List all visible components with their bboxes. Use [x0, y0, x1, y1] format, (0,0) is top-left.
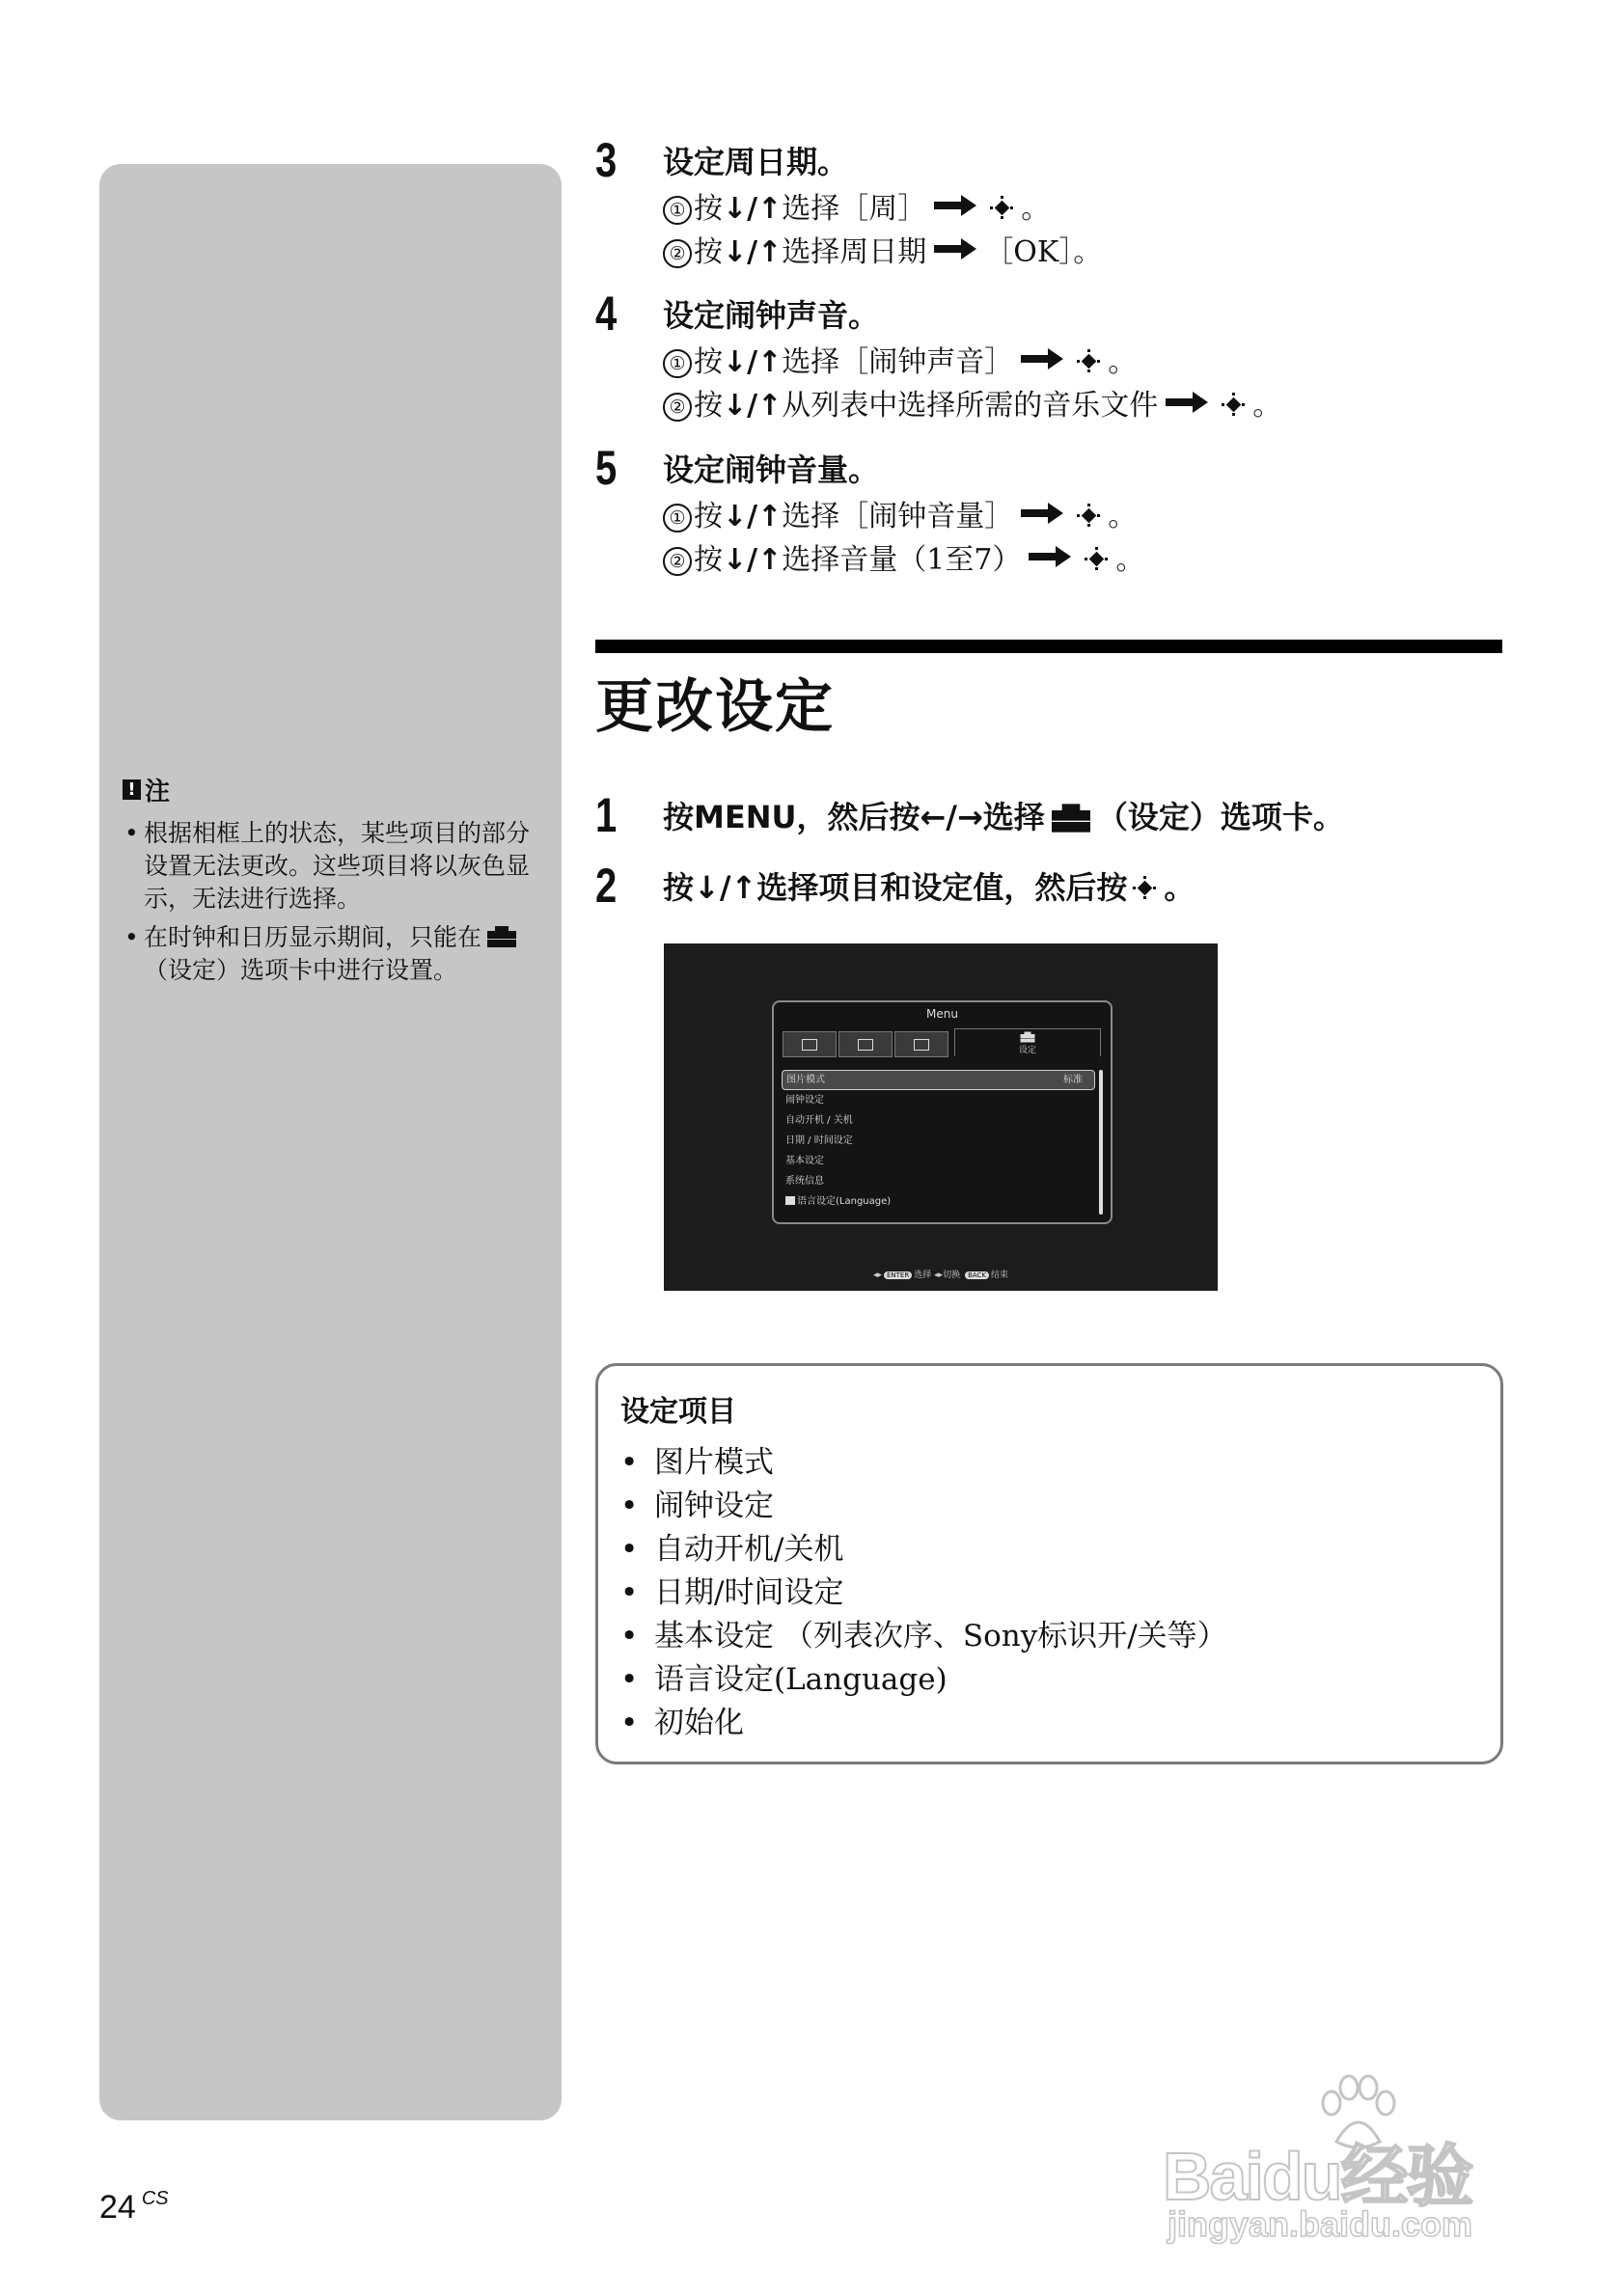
substep: ② 按↓/↑选择周日期 ［OK］。: [663, 228, 1102, 270]
step-title: 设定周日期。: [663, 144, 849, 180]
right-arrow-icon: [1021, 348, 1063, 369]
down-up-arrow-icon: ↓/↑: [694, 869, 757, 906]
edit-icon: [914, 1039, 929, 1051]
list-item: • 图片模式: [620, 1445, 774, 1480]
left-right-arrow-icon: ←/→: [920, 799, 983, 835]
substep: ① 按↓/↑选择［闹钟音量］ 。: [663, 492, 1137, 534]
note-heading: ! 注: [123, 772, 547, 807]
sidebar-panel: [99, 164, 562, 2120]
enter-button-icon: [1075, 502, 1104, 531]
menu-list: [782, 1070, 1095, 1212]
list-item: • 自动开机/关机: [620, 1532, 844, 1567]
list-item: • 语言设定(Language): [620, 1662, 948, 1697]
menu-window: [772, 1000, 1113, 1224]
list-item: • 基本设定 （列表次序、Sony标识开/关等）: [620, 1619, 1227, 1654]
menu-screenshot: [664, 943, 1218, 1291]
settings-list: [620, 1441, 1227, 1745]
menu-item-value: 标准: [1063, 1075, 1083, 1085]
right-arrow-icon: [1029, 546, 1071, 567]
step-title: 设定闹钟声音。: [663, 297, 880, 334]
substep: ① 按↓/↑选择［周］ 。: [663, 184, 1050, 227]
list-item: • 日期/时间设定: [620, 1575, 844, 1610]
tab-edit[interactable]: [894, 1031, 948, 1057]
substep: ① 按↓/↑选择［闹钟声音］ 。: [663, 338, 1137, 380]
section-rule: [595, 640, 1502, 653]
right-arrow-icon: [934, 195, 976, 216]
note-item-2: • 在时钟和日历显示期间，只能在（设定）选项卡中进行设置。: [123, 921, 547, 987]
page-number: 24 $^{CS}$: [99, 2188, 169, 2226]
language-icon: [785, 1196, 795, 1205]
dpad-icon: ◂▸: [872, 1271, 882, 1280]
baidu-watermark: Baidu经验 jingyan.baidu.com: [1163, 2074, 1529, 2257]
right-arrow-icon: [1166, 392, 1208, 413]
settings-tab-icon: [1049, 803, 1093, 834]
menu-tabs: [783, 1028, 1101, 1055]
enter-button-icon: [1220, 391, 1249, 420]
dpad-icon: ◂▸: [934, 1271, 944, 1280]
slideshow-icon: [802, 1039, 817, 1051]
down-up-arrow-icon: ↓/↑: [723, 192, 783, 226]
substep: ② 按↓/↑从列表中选择所需的音乐文件 。: [663, 381, 1281, 424]
enter-button-icon: [1075, 347, 1104, 376]
tab-settings[interactable]: 设定: [954, 1028, 1101, 1056]
menu-item-system-info[interactable]: 系统信息: [785, 1176, 824, 1187]
menu-item-picture-mode[interactable]: 图片模式 标准: [782, 1070, 1095, 1090]
note-list: [123, 817, 547, 987]
menu-item-auto-power[interactable]: 自动开机 / 关机: [785, 1115, 853, 1126]
right-arrow-icon: [934, 238, 976, 260]
caution-icon: !: [123, 779, 141, 800]
menu-item-basic[interactable]: 基本设定: [785, 1156, 824, 1166]
menu-scrollbar[interactable]: [1099, 1070, 1103, 1215]
settings-tab-icon: [1019, 1031, 1036, 1043]
note-block: [123, 772, 547, 993]
enter-button-icon: [1083, 545, 1112, 574]
menu-title: Menu: [926, 1007, 958, 1021]
list-item: • 初始化: [620, 1706, 744, 1740]
enter-button-icon: [1131, 874, 1160, 903]
step-title: 设定闹钟音量。: [663, 451, 880, 488]
section-title: 更改设定: [595, 673, 835, 741]
enter-button-icon: [988, 194, 1017, 223]
play-icon: [858, 1039, 873, 1051]
screen-footer: ◂▸ ENTER 选择 ◂▸切换 BACK 结束: [872, 1271, 1009, 1280]
menu-item-date-time[interactable]: 日期 / 时间设定: [785, 1135, 853, 1146]
down-up-arrow-icon: ↓/↑: [723, 500, 783, 533]
down-up-arrow-icon: ↓/↑: [723, 235, 783, 269]
down-up-arrow-icon: ↓/↑: [723, 543, 783, 577]
down-up-arrow-icon: ↓/↑: [723, 389, 783, 423]
menu-item-language[interactable]: 语言设定(Language): [782, 1191, 1095, 1212]
down-up-arrow-icon: ↓/↑: [723, 345, 783, 379]
substep: ② 按↓/↑选择音量（1至7） 。: [663, 535, 1144, 578]
tab-slideshow[interactable]: [783, 1031, 837, 1057]
settings-tab-icon: [485, 925, 518, 948]
list-item: • 闹钟设定: [620, 1489, 774, 1523]
right-arrow-icon: [1021, 503, 1063, 524]
settings-items-box: [595, 1363, 1503, 1764]
note-item-1: • 根据相框上的状态，某些项目的部分设置无法更改。这些项目将以灰色显示，无法进行选择。: [123, 817, 547, 916]
tab-view[interactable]: [838, 1031, 893, 1057]
menu-item-alarm[interactable]: 闹钟设定: [785, 1095, 824, 1106]
settings-title: 设定项目: [620, 1395, 736, 1429]
